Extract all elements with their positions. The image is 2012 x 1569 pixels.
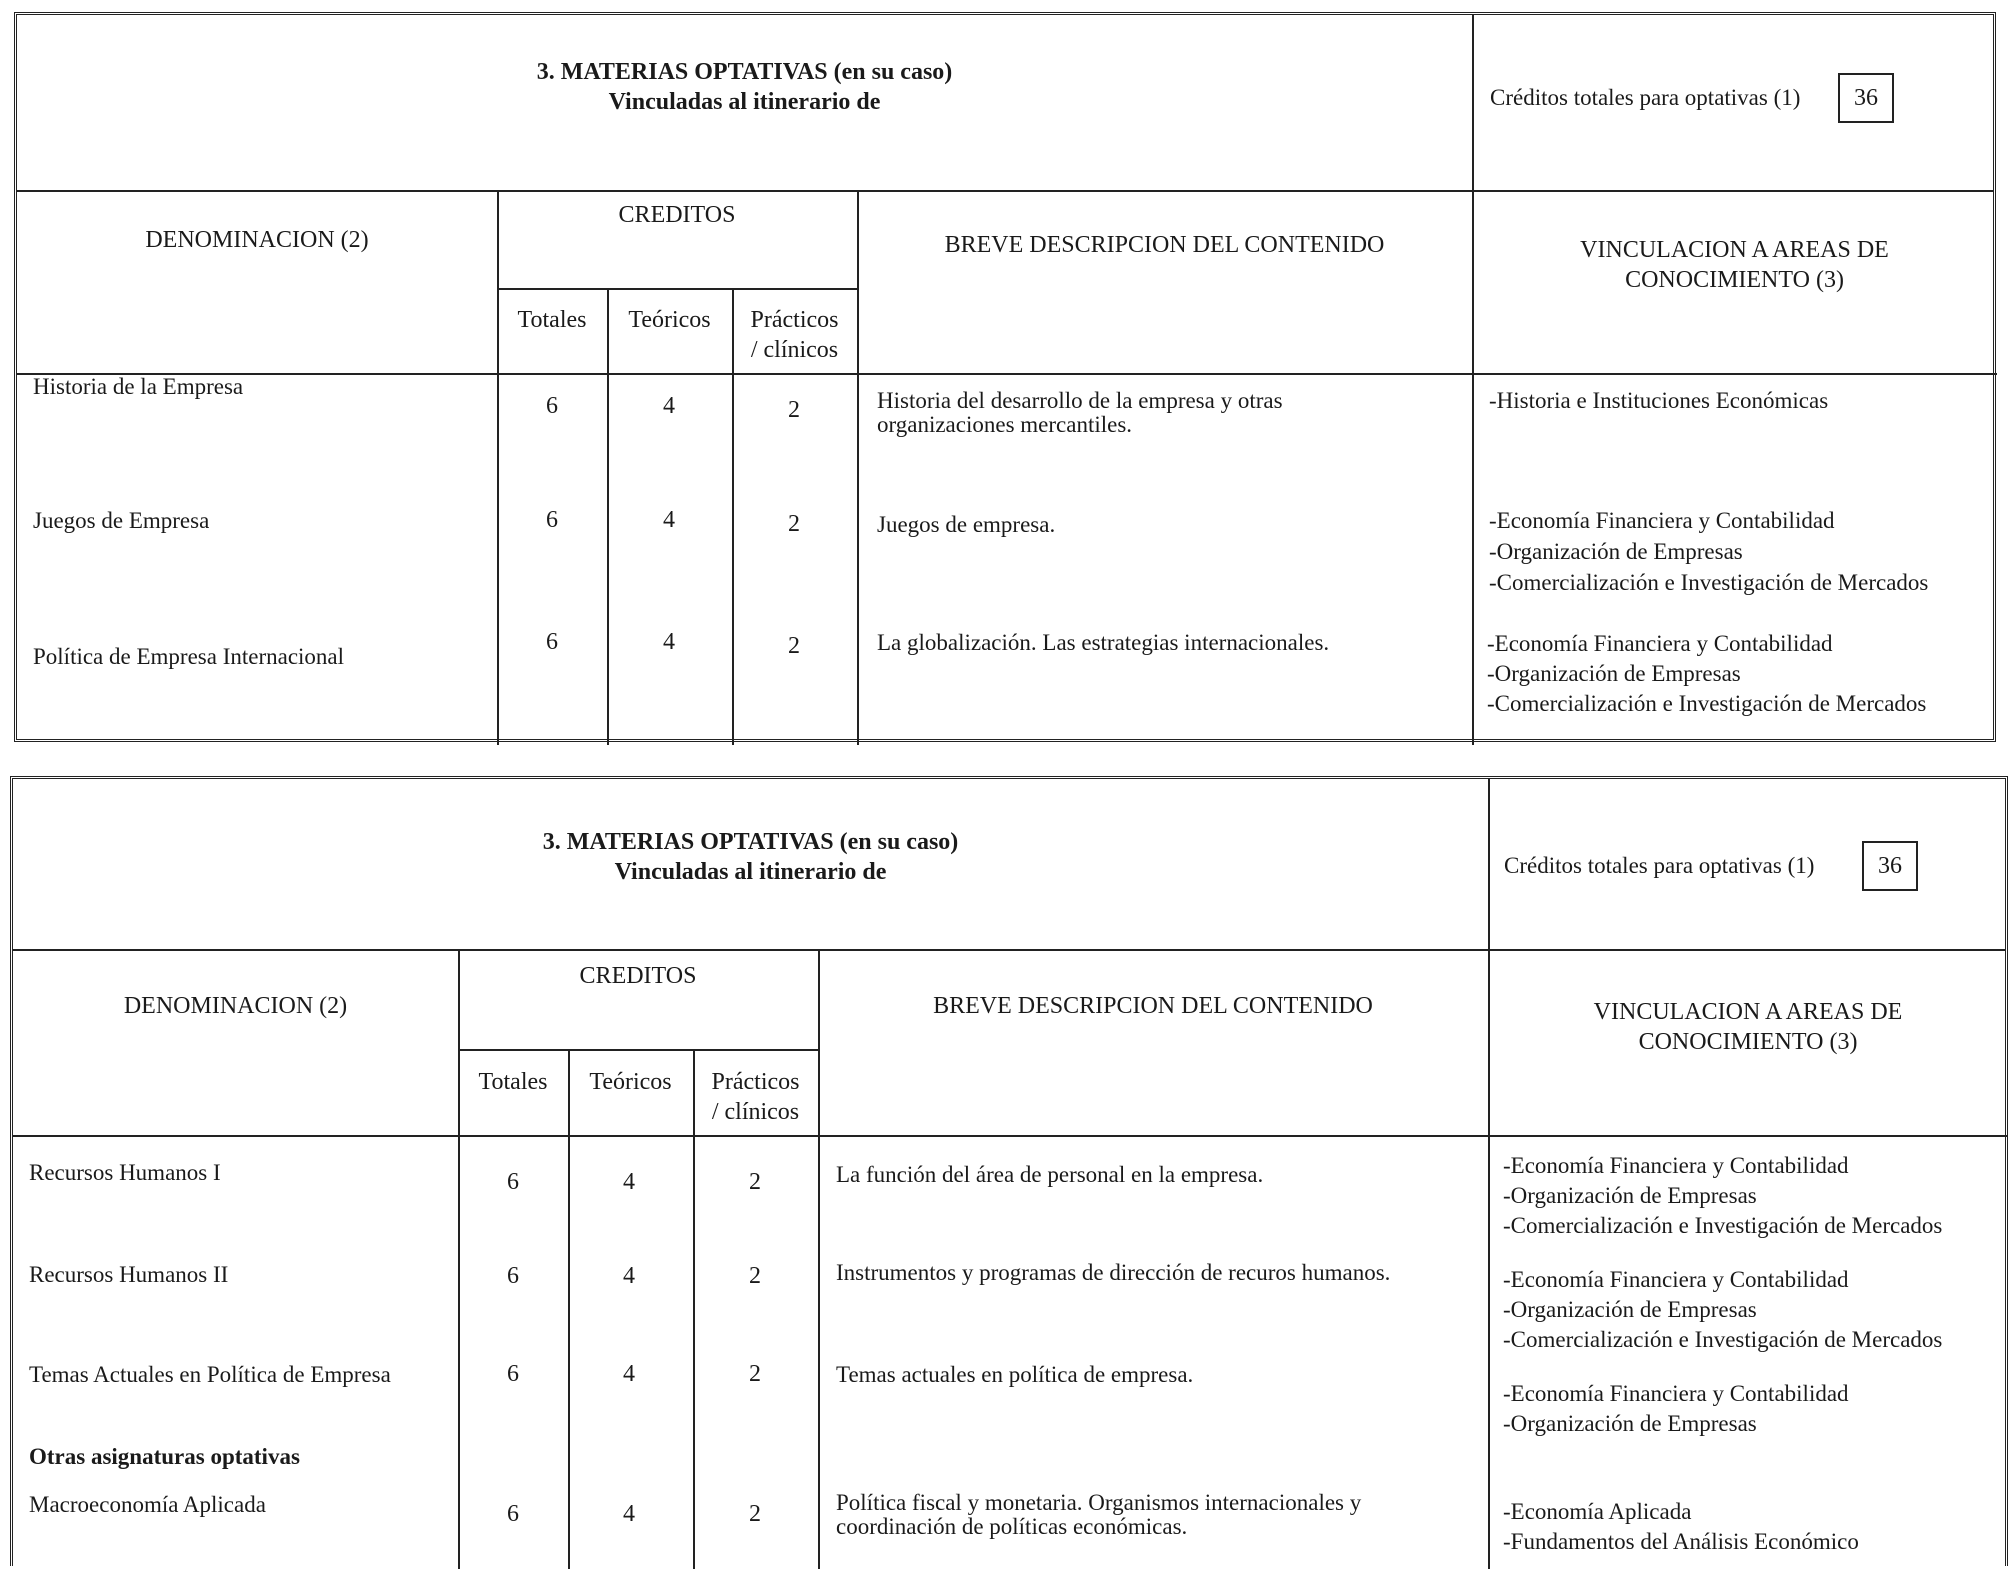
materias-optativas-table-1 xyxy=(14,12,1996,742)
row-name: Recursos Humanos I xyxy=(29,1160,221,1185)
area-item: -Economía Financiera y Contabilidad xyxy=(1503,1267,1849,1292)
row-description: La función del área de personal en la empresa. xyxy=(836,1162,1264,1187)
header-practicos xyxy=(693,1067,818,1127)
col-divider-5 xyxy=(1488,949,1490,1569)
row-practicos: 2 xyxy=(788,633,800,659)
area-item: -Economía Financiera y Contabilidad xyxy=(1503,1153,1849,1178)
row-name: Política de Empresa Internacional xyxy=(33,644,345,669)
row-totales: 6 xyxy=(507,1361,519,1387)
col-divider-3 xyxy=(732,288,734,745)
col-divider-5 xyxy=(1472,190,1474,745)
row-teoricos: 4 xyxy=(663,629,675,655)
header-practicos-line-1: Prácticos xyxy=(711,1069,800,1095)
row-areas xyxy=(1489,505,1928,598)
table-title xyxy=(13,827,1488,887)
credits-summary xyxy=(1488,779,2010,949)
row-description-line-1: Política fiscal y monetaria. Organismos internacionales y xyxy=(836,1490,1362,1515)
col-divider-1 xyxy=(497,190,499,745)
credits-summary xyxy=(1472,15,1999,190)
area-item: -Economía Financiera y Contabilidad xyxy=(1503,1381,1849,1406)
row-totales: 6 xyxy=(507,1501,519,1527)
title-line-1: 3. MATERIAS OPTATIVAS (en su caso) xyxy=(536,59,953,85)
title-line-2: Vinculadas al itinerario de xyxy=(608,89,881,115)
col-divider-2 xyxy=(568,1049,570,1569)
header-vinculacion-line-2: CONOCIMIENTO (3) xyxy=(1625,267,1844,293)
header-bottom-divider xyxy=(17,373,1997,375)
area-item: -Economía Financiera y Contabilidad xyxy=(1487,631,1833,656)
area-item: -Historia e Instituciones Económicas xyxy=(1489,388,1829,413)
row-teoricos: 4 xyxy=(663,507,675,533)
area-item: -Organización de Empresas xyxy=(1503,1183,1757,1208)
area-item: -Comercialización e Investigación de Mercados xyxy=(1489,570,1929,595)
col-divider-2 xyxy=(607,288,609,745)
header-descripcion: BREVE DESCRIPCION DEL CONTENIDO xyxy=(933,993,1373,1019)
title-line-1: 3. MATERIAS OPTATIVAS (en su caso) xyxy=(542,829,959,855)
col-divider-1 xyxy=(458,949,460,1569)
header-denominacion: DENOMINACION (2) xyxy=(145,227,369,253)
header-creditos: CREDITOS xyxy=(618,202,736,228)
creditos-divider xyxy=(497,288,857,290)
header-denominacion: DENOMINACION (2) xyxy=(123,993,348,1019)
area-item: -Economía Financiera y Contabilidad xyxy=(1489,508,1835,533)
creditos-divider xyxy=(458,1049,818,1051)
materias-optativas-table-2 xyxy=(10,776,2008,1566)
row-description xyxy=(877,389,1467,437)
header-vinculacion xyxy=(1472,235,1997,295)
header-bottom-divider xyxy=(13,1135,2008,1137)
header-practicos xyxy=(732,305,857,365)
table-header-band xyxy=(13,779,2005,951)
header-practicos-line-1: Prácticos xyxy=(750,307,839,333)
table-header-band xyxy=(17,15,1993,192)
row-teoricos: 4 xyxy=(663,393,675,419)
header-descripcion: BREVE DESCRIPCION DEL CONTENIDO xyxy=(944,232,1385,258)
area-item: -Economía Aplicada xyxy=(1503,1499,1692,1524)
row-teoricos: 4 xyxy=(623,1501,635,1527)
row-teoricos: 4 xyxy=(623,1263,635,1289)
row-description xyxy=(836,1491,1476,1539)
header-vinculacion-line-1: VINCULACION A AREAS DE xyxy=(1593,999,1903,1025)
row-name: Macroeconomía Aplicada xyxy=(29,1492,266,1517)
header-practicos-line-2: / clínicos xyxy=(711,1099,800,1125)
header-totales: Totales xyxy=(517,307,587,333)
row-description-line-2: organizaciones mercantiles. xyxy=(877,412,1133,437)
row-description-line-1: Historia del desarrollo de la empresa y otras xyxy=(877,388,1283,413)
area-item: -Organización de Empresas xyxy=(1503,1297,1757,1322)
row-areas xyxy=(1503,1265,1942,1355)
row-description-line-2: coordinación de políticas económicas. xyxy=(836,1514,1188,1539)
row-areas xyxy=(1489,387,1828,415)
col-divider-4 xyxy=(857,190,859,745)
row-practicos: 2 xyxy=(749,1169,761,1195)
header-totales: Totales xyxy=(478,1069,548,1095)
area-item: -Organización de Empresas xyxy=(1503,1411,1757,1436)
row-totales: 6 xyxy=(507,1169,519,1195)
row-practicos: 2 xyxy=(749,1263,761,1289)
credits-label: Créditos totales para optativas (1) xyxy=(1504,853,1815,878)
header-teoricos: Teóricos xyxy=(589,1069,672,1095)
credits-label: Créditos totales para optativas (1) xyxy=(1490,85,1801,110)
row-name: Juegos de Empresa xyxy=(33,508,210,533)
header-creditos: CREDITOS xyxy=(579,963,697,989)
row-description: Temas actuales en política de empresa. xyxy=(836,1362,1194,1387)
row-teoricos: 4 xyxy=(623,1361,635,1387)
row-name: Historia de la Empresa xyxy=(33,374,244,399)
row-teoricos: 4 xyxy=(623,1169,635,1195)
col-divider-4 xyxy=(818,949,820,1569)
row-practicos: 2 xyxy=(749,1501,761,1527)
header-vinculacion-line-1: VINCULACION A AREAS DE xyxy=(1580,237,1889,263)
row-areas xyxy=(1487,629,1926,719)
header-vinculacion-line-2: CONOCIMIENTO (3) xyxy=(1638,1029,1858,1055)
row-name: Temas Actuales en Política de Empresa xyxy=(29,1362,391,1387)
row-areas xyxy=(1503,1497,1859,1557)
title-line-2: Vinculadas al itinerario de xyxy=(614,859,887,885)
row-practicos: 2 xyxy=(749,1361,761,1387)
area-item: -Comercialización e Investigación de Mercados xyxy=(1503,1327,1943,1352)
area-item: -Organización de Empresas xyxy=(1489,539,1743,564)
area-item: -Fundamentos del Análisis Económico xyxy=(1503,1529,1859,1554)
row-totales: 6 xyxy=(546,507,558,533)
row-totales: 6 xyxy=(546,393,558,419)
row-description: Juegos de empresa. xyxy=(877,512,1056,537)
row-name: Recursos Humanos II xyxy=(29,1262,229,1287)
header-practicos-line-2: / clínicos xyxy=(750,337,839,363)
area-item: -Comercialización e Investigación de Mercados xyxy=(1487,691,1927,716)
header-teoricos: Teóricos xyxy=(628,307,711,333)
area-item: -Comercialización e Investigación de Mercados xyxy=(1503,1213,1943,1238)
table-title xyxy=(17,57,1472,117)
col-divider-3 xyxy=(693,1049,695,1569)
row-areas xyxy=(1503,1151,1942,1241)
row-totales: 6 xyxy=(546,629,558,655)
area-item: -Organización de Empresas xyxy=(1487,661,1741,686)
row-practicos: 2 xyxy=(788,511,800,537)
row-areas xyxy=(1503,1379,1849,1439)
row-description: La globalización. Las estrategias internacionales. xyxy=(877,630,1330,655)
row-totales: 6 xyxy=(507,1263,519,1289)
header-vinculacion xyxy=(1488,997,2008,1057)
credits-total-box: 36 xyxy=(1862,841,1918,891)
credits-total-box: 36 xyxy=(1838,73,1894,123)
row-practicos: 2 xyxy=(788,397,800,423)
row-description: Instrumentos y programas de dirección de recuros humanos. xyxy=(836,1260,1391,1285)
section-heading-otras: Otras asignaturas optativas xyxy=(29,1444,300,1469)
